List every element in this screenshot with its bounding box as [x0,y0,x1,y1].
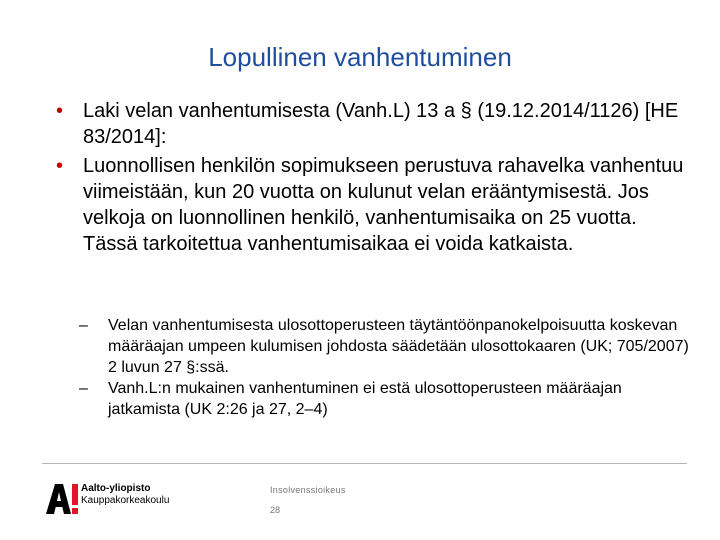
bullet-list [56,98,696,260]
dash-icon: – [79,317,88,334]
sub-bullet-item [79,315,691,378]
bullet-item [56,153,696,257]
sub-bullet-text: Vanh.L:n mukainen vanhentuminen ei estä ulosottoperusteen määräajan jatkamista (UK 2:26 ja 27, 2–4) [108,380,622,418]
bullet-icon: • [56,100,64,122]
bullet-icon: • [56,155,64,177]
dash-icon: – [79,380,88,397]
sub-bullet-item [79,378,691,420]
bullet-item [56,98,696,150]
bullet-text: Laki velan vanhentumisesta (Vanh.L) 13 a § (19.12.2014/1126) [HE 83/2014]: [83,100,679,148]
logo-line1: Aalto-yliopisto [81,483,151,494]
slide-title: Lopullinen vanhentuminen [208,42,512,72]
sub-bullet-text: Velan vanhentumisesta ulosottoperusteen täytäntöönpanokelpoisuutta koskevan määräajan umpeen kulumisen johdosta säädetään ulosottokaaren (UK; 705/2007) 2 luvun 27 §:ssä. [108,317,689,376]
sub-bullet-list [79,315,691,420]
bullet-text: Luonnollisen henkilön sopimukseen perustuva rahavelka vanhentuu viimeistään, kun 20 vuotta on kulunut velan erääntymisestä. Jos velkoja on luonnollinen henkilö, vanhentumisaika on 25 vuotta. Tässä tarkoitettua vanhentumisaikaa ei voida katkaista. [83,155,684,255]
page-number: 28 [270,505,281,515]
footer-note: Insolvenssioikeus [270,485,346,495]
footer-divider [42,463,687,464]
aalto-logo-icon [44,480,80,516]
logo-text [81,483,169,507]
logo-line2: Kauppakorkeakoulu [81,495,170,506]
